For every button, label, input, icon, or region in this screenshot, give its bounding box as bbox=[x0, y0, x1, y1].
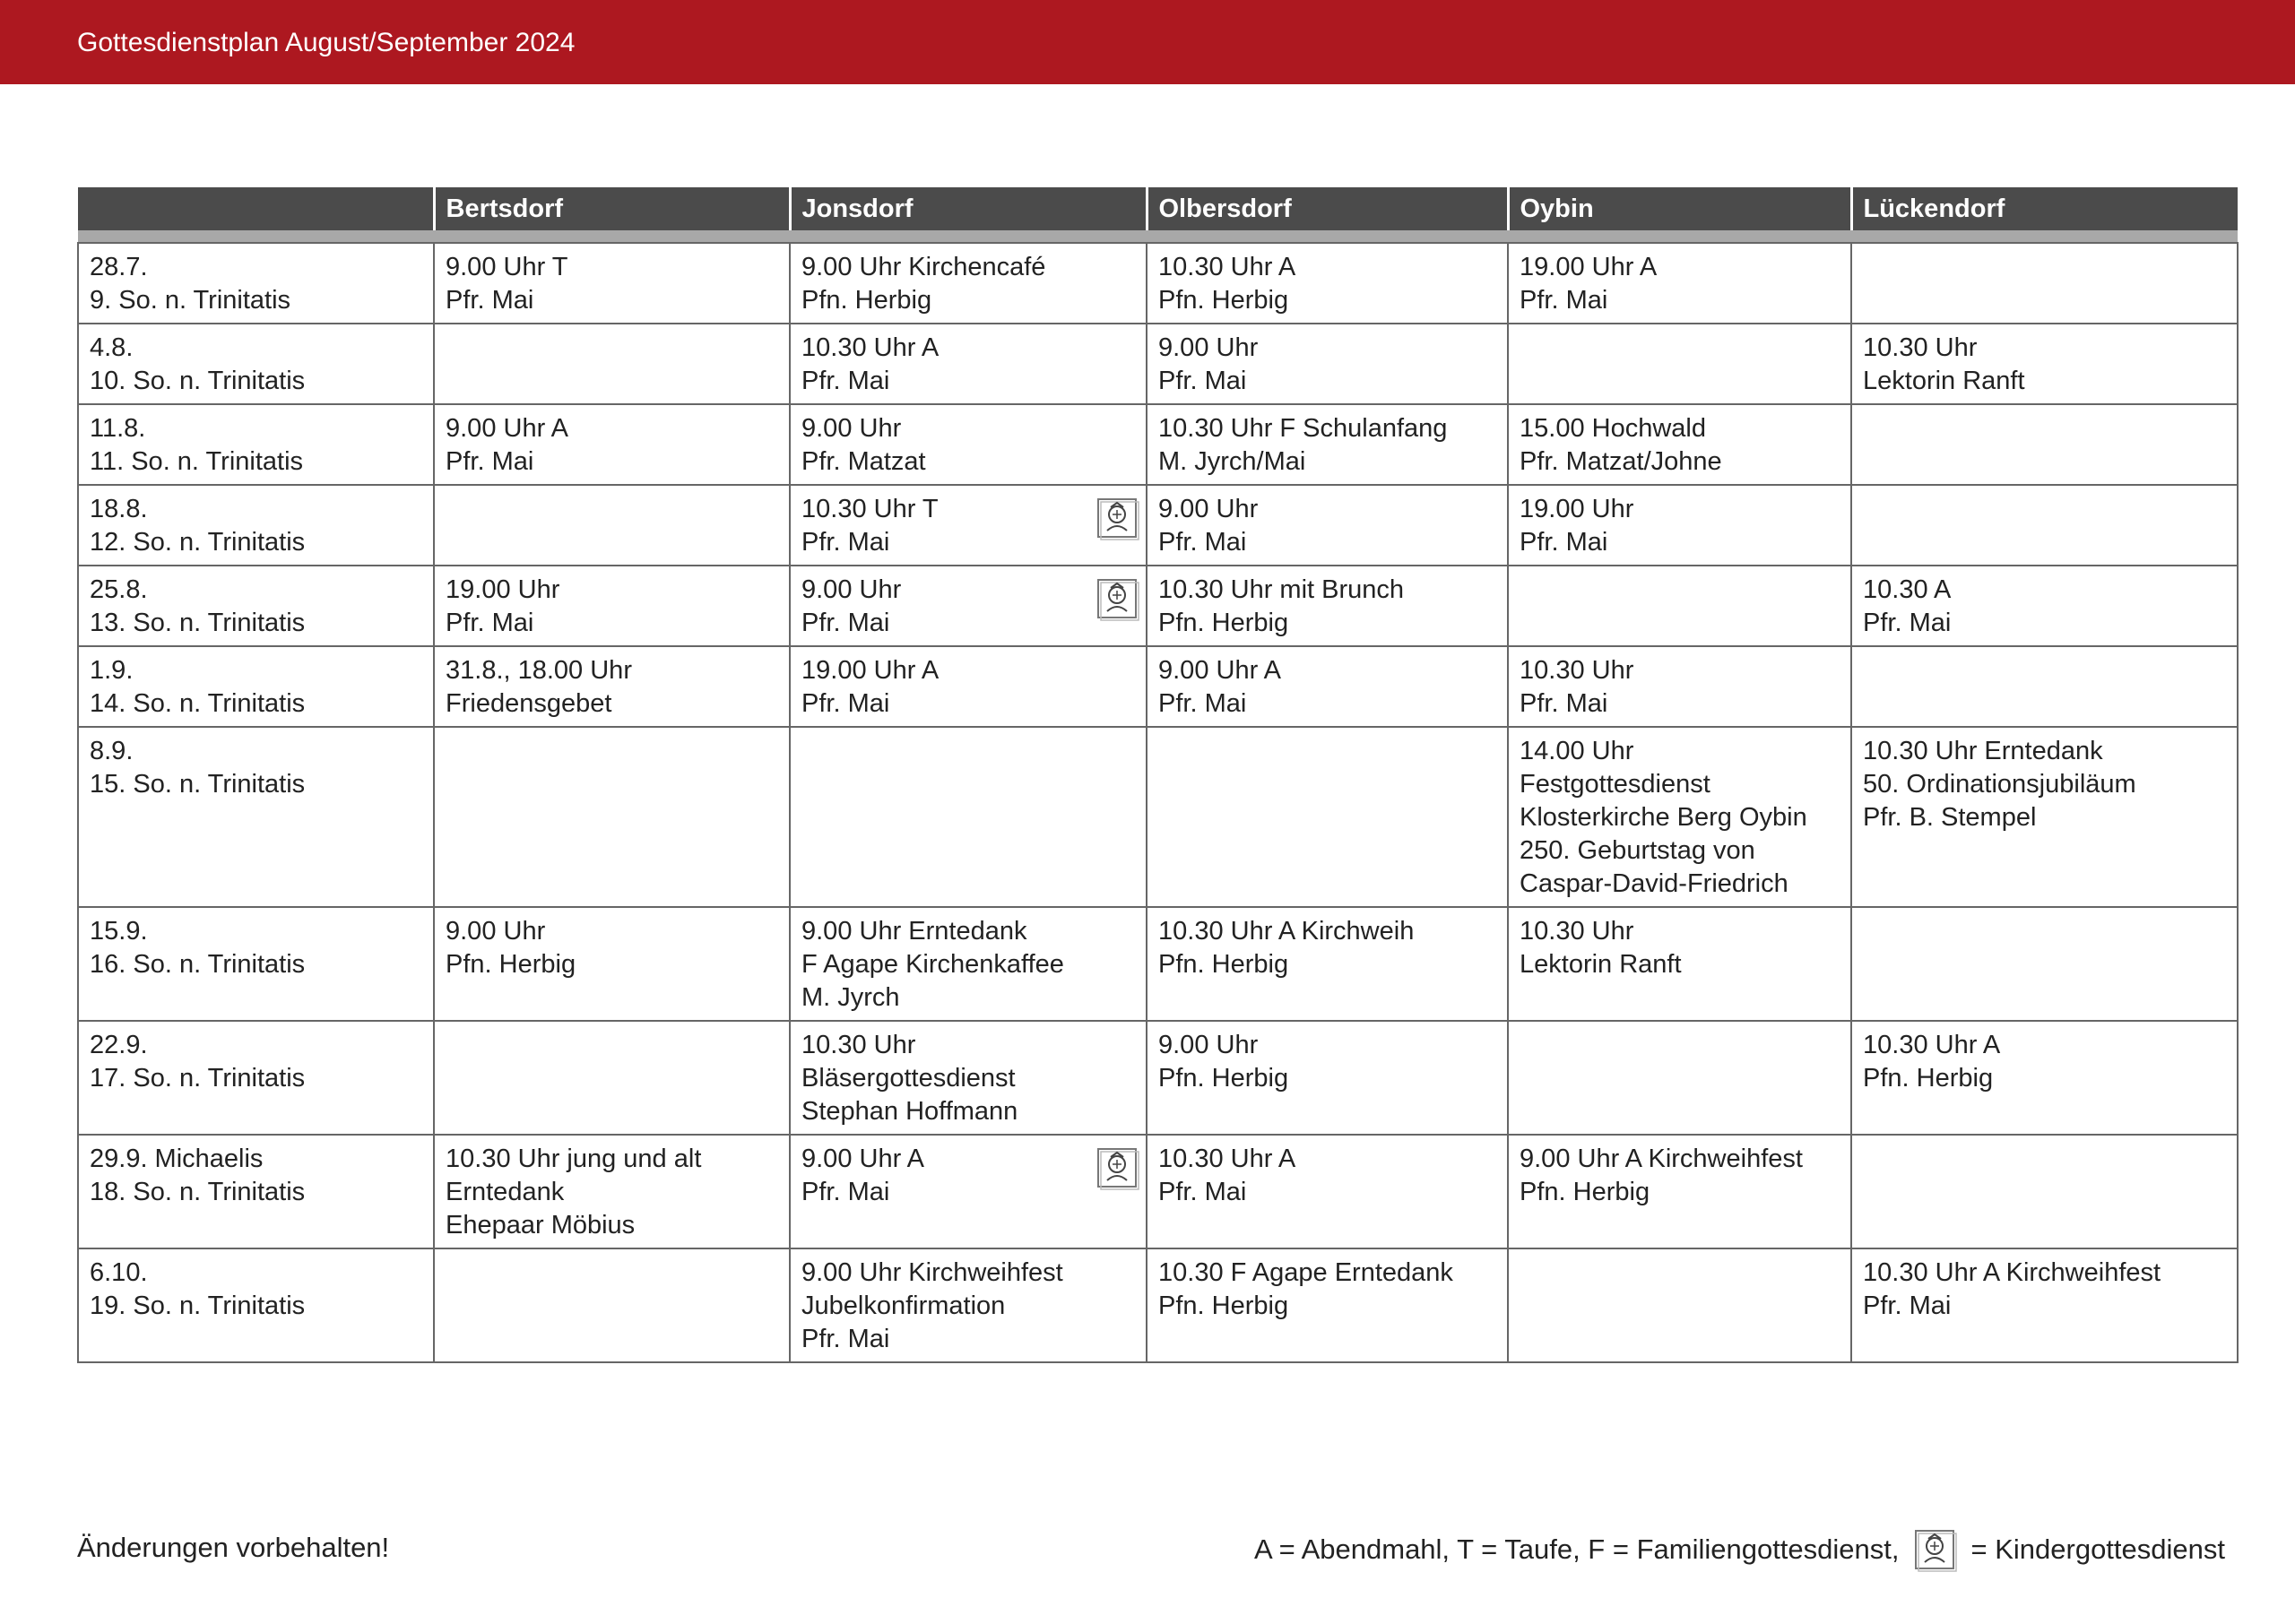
table-row bbox=[78, 1248, 2238, 1362]
legend-text: = Kindergottesdienst bbox=[1970, 1533, 2225, 1565]
service-line: Pfr. Mai bbox=[1520, 286, 1608, 315]
service-line: Jubelkonfirmation bbox=[801, 1291, 1006, 1320]
service-line: Pfn. Herbig bbox=[801, 286, 932, 315]
service-line: M. Jyrch bbox=[801, 983, 900, 1012]
service-cell bbox=[434, 907, 790, 1021]
date-line: 18. So. n. Trinitatis bbox=[90, 1178, 306, 1206]
service-line: 9.00 Uhr Kirchencafé bbox=[801, 253, 1046, 281]
date-cell bbox=[78, 324, 434, 404]
date-line: 15.9. bbox=[90, 917, 148, 946]
service-line: 50. Ordinationsjubiläum bbox=[1863, 770, 2136, 799]
service-schedule-table bbox=[77, 187, 2239, 1363]
table-row bbox=[78, 243, 2238, 324]
table-row bbox=[78, 646, 2238, 727]
column-header: Lückendorf bbox=[1851, 187, 2238, 230]
kindergottesdienst-icon bbox=[1095, 575, 1141, 622]
service-line: Lektorin Ranft bbox=[1520, 950, 1682, 979]
service-line: Pfn. Herbig bbox=[1158, 1291, 1289, 1320]
date-line: 15. So. n. Trinitatis bbox=[90, 770, 306, 799]
service-line: 10.30 Uhr bbox=[1520, 917, 1634, 946]
service-line: Bläsergottesdienst bbox=[801, 1064, 1016, 1093]
service-line: Pfr. B. Stempel bbox=[1863, 803, 2037, 832]
service-cell bbox=[1508, 1135, 1851, 1248]
service-line: 10.30 Uhr bbox=[1520, 656, 1634, 685]
service-line: 10.30 F Agape Erntedank bbox=[1158, 1258, 1453, 1287]
service-cell bbox=[790, 324, 1147, 404]
date-cell bbox=[78, 243, 434, 324]
service-line: Lektorin Ranft bbox=[1863, 367, 2025, 395]
date-cell bbox=[78, 907, 434, 1021]
service-line: 10.30 Uhr bbox=[1863, 333, 1978, 362]
service-line: Pfn. Herbig bbox=[446, 950, 576, 979]
service-cell bbox=[1147, 485, 1508, 566]
service-line: 31.8., 18.00 Uhr bbox=[446, 656, 632, 685]
service-cell bbox=[1851, 907, 2238, 1021]
column-header: Jonsdorf bbox=[790, 187, 1147, 230]
service-line: 9.00 Uhr bbox=[446, 917, 546, 946]
service-line: 19.00 Uhr bbox=[1520, 495, 1634, 523]
service-line: 10.30 Uhr jung und alt bbox=[446, 1145, 702, 1173]
table-row bbox=[78, 404, 2238, 485]
service-line: Pfn. Herbig bbox=[1158, 950, 1289, 979]
service-line: 10.30 Uhr F Schulanfang bbox=[1158, 414, 1448, 443]
service-line: 10.30 Uhr bbox=[801, 1031, 916, 1059]
service-line: 10.30 Uhr T bbox=[801, 495, 939, 523]
date-line: 4.8. bbox=[90, 333, 134, 362]
service-line: 10.30 A bbox=[1863, 575, 1952, 604]
table-row bbox=[78, 566, 2238, 646]
kindergottesdienst-icon bbox=[1912, 1526, 1959, 1573]
service-cell bbox=[1147, 646, 1508, 727]
date-line: 11. So. n. Trinitatis bbox=[90, 447, 304, 476]
service-cell bbox=[790, 1248, 1147, 1362]
date-line: 14. So. n. Trinitatis bbox=[90, 689, 306, 718]
date-cell bbox=[78, 404, 434, 485]
service-line: 19.00 Uhr A bbox=[1520, 253, 1658, 281]
service-cell bbox=[1508, 727, 1851, 907]
service-line: Caspar-David-Friedrich bbox=[1520, 869, 1788, 898]
service-line: Stephan Hoffmann bbox=[801, 1097, 1018, 1126]
service-cell bbox=[434, 404, 790, 485]
service-line: Pfr. Mai bbox=[446, 447, 534, 476]
service-line: Pfr. Mai bbox=[1158, 367, 1247, 395]
service-cell bbox=[1851, 566, 2238, 646]
service-cell bbox=[790, 566, 1147, 646]
service-line: Pfr. Mai bbox=[801, 1325, 890, 1353]
service-cell bbox=[1147, 243, 1508, 324]
service-line: 9.00 Uhr A Kirchweihfest bbox=[1520, 1145, 1803, 1173]
service-cell bbox=[434, 485, 790, 566]
service-cell bbox=[1508, 1248, 1851, 1362]
date-line: 25.8. bbox=[90, 575, 148, 604]
service-line: 9.00 Uhr T bbox=[446, 253, 568, 281]
service-line: 14.00 Uhr bbox=[1520, 737, 1634, 765]
table-header-row bbox=[78, 187, 2238, 230]
service-line: Pfr. Mai bbox=[1863, 609, 1952, 637]
date-cell bbox=[78, 1135, 434, 1248]
service-line: Pfn. Herbig bbox=[1158, 1064, 1289, 1093]
date-line: 6.10. bbox=[90, 1258, 148, 1287]
service-line: 9.00 Uhr bbox=[1158, 333, 1259, 362]
service-line: 10.30 Uhr A Kirchweih bbox=[1158, 917, 1415, 946]
service-cell bbox=[1508, 646, 1851, 727]
service-line: 10.30 Uhr A bbox=[801, 333, 940, 362]
service-cell bbox=[1851, 1021, 2238, 1135]
service-cell bbox=[1508, 1021, 1851, 1135]
table-row bbox=[78, 907, 2238, 1021]
date-line: 16. So. n. Trinitatis bbox=[90, 950, 306, 979]
service-line: 10.30 Uhr Erntedank bbox=[1863, 737, 2103, 765]
column-header bbox=[78, 187, 434, 230]
service-line: Pfr. Mai bbox=[1863, 1291, 1952, 1320]
service-line: Pfr. Mai bbox=[801, 689, 890, 718]
date-line: 28.7. bbox=[90, 253, 148, 281]
service-cell bbox=[790, 485, 1147, 566]
kindergottesdienst-icon bbox=[1095, 1145, 1141, 1191]
service-line: Erntedank bbox=[446, 1178, 565, 1206]
service-cell bbox=[434, 1135, 790, 1248]
service-cell bbox=[790, 243, 1147, 324]
service-cell bbox=[1508, 907, 1851, 1021]
table-row bbox=[78, 727, 2238, 907]
date-line: 10. So. n. Trinitatis bbox=[90, 367, 306, 395]
header-bar bbox=[0, 0, 2295, 84]
service-line: 10.30 Uhr A Kirchweihfest bbox=[1863, 1258, 2161, 1287]
table-row bbox=[78, 324, 2238, 404]
service-cell bbox=[1508, 243, 1851, 324]
date-cell bbox=[78, 485, 434, 566]
service-line: 19.00 Uhr bbox=[446, 575, 560, 604]
date-line: 22.9. bbox=[90, 1031, 148, 1059]
column-header: Bertsdorf bbox=[434, 187, 790, 230]
service-cell bbox=[790, 727, 1147, 907]
kindergottesdienst-icon bbox=[1095, 495, 1141, 541]
service-cell bbox=[1508, 404, 1851, 485]
service-line: 10.30 Uhr mit Brunch bbox=[1158, 575, 1405, 604]
service-line: Pfn. Herbig bbox=[1158, 609, 1289, 637]
service-line: Festgottesdienst bbox=[1520, 770, 1710, 799]
service-cell bbox=[790, 646, 1147, 727]
service-line: Pfr. Matzat/Johne bbox=[1520, 447, 1722, 476]
service-line: Pfr. Mai bbox=[1520, 689, 1608, 718]
date-cell bbox=[78, 1248, 434, 1362]
service-cell bbox=[790, 1021, 1147, 1135]
date-cell bbox=[78, 1021, 434, 1135]
service-line: 19.00 Uhr A bbox=[801, 656, 940, 685]
service-cell bbox=[1147, 1248, 1508, 1362]
service-cell bbox=[1851, 485, 2238, 566]
service-line: F Agape Kirchenkaffee bbox=[801, 950, 1064, 979]
service-cell bbox=[1851, 404, 2238, 485]
service-line: Pfn. Herbig bbox=[1520, 1178, 1650, 1206]
service-line: M. Jyrch/Mai bbox=[1158, 447, 1306, 476]
service-line: 9.00 Uhr bbox=[1158, 495, 1259, 523]
service-cell bbox=[1147, 1021, 1508, 1135]
service-cell bbox=[434, 324, 790, 404]
service-line: Pfr. Mai bbox=[1158, 528, 1247, 557]
service-cell bbox=[1508, 485, 1851, 566]
service-cell bbox=[1851, 324, 2238, 404]
date-line: 19. So. n. Trinitatis bbox=[90, 1291, 306, 1320]
service-cell bbox=[1147, 566, 1508, 646]
service-cell bbox=[790, 1135, 1147, 1248]
date-line: 29.9. Michaelis bbox=[90, 1145, 264, 1173]
service-cell bbox=[434, 1021, 790, 1135]
service-line: Pfn. Herbig bbox=[1863, 1064, 1994, 1093]
header-separator bbox=[78, 230, 2238, 243]
service-line: Pfr. Mai bbox=[801, 367, 890, 395]
service-line: Pfr. Mai bbox=[1158, 1178, 1247, 1206]
service-line: 10.30 Uhr A bbox=[1158, 1145, 1296, 1173]
service-cell bbox=[434, 646, 790, 727]
changes-note: Änderungen vorbehalten! bbox=[77, 1532, 390, 1563]
legend bbox=[1254, 1526, 2225, 1573]
service-cell bbox=[1508, 566, 1851, 646]
date-line: 18.8. bbox=[90, 495, 148, 523]
service-line: 9.00 Uhr bbox=[1158, 1031, 1259, 1059]
service-line: Friedensgebet bbox=[446, 689, 612, 718]
service-cell bbox=[434, 243, 790, 324]
date-line: 13. So. n. Trinitatis bbox=[90, 609, 306, 637]
service-line: 9.00 Uhr A bbox=[801, 1145, 925, 1173]
service-line: Pfr. Mai bbox=[1520, 528, 1608, 557]
service-cell bbox=[434, 566, 790, 646]
date-line: 1.9. bbox=[90, 656, 134, 685]
service-line: 9.00 Uhr bbox=[801, 414, 902, 443]
service-line: 10.30 Uhr A bbox=[1158, 253, 1296, 281]
service-line: Pfr. Matzat bbox=[801, 447, 926, 476]
service-line: 250. Geburtstag von bbox=[1520, 836, 1755, 865]
service-line: 15.00 Hochwald bbox=[1520, 414, 1706, 443]
service-line: Pfr. Mai bbox=[1158, 689, 1247, 718]
service-cell bbox=[1508, 324, 1851, 404]
service-line: Pfr. Mai bbox=[801, 609, 890, 637]
service-line: 10.30 Uhr A bbox=[1863, 1031, 2001, 1059]
service-line: Pfr. Mai bbox=[801, 528, 890, 557]
service-cell bbox=[1147, 324, 1508, 404]
service-cell bbox=[1147, 727, 1508, 907]
service-cell bbox=[1147, 907, 1508, 1021]
service-line: Pfr. Mai bbox=[446, 286, 534, 315]
table-row bbox=[78, 1135, 2238, 1248]
service-cell bbox=[434, 1248, 790, 1362]
service-line: Ehepaar Möbius bbox=[446, 1211, 636, 1240]
date-cell bbox=[78, 727, 434, 907]
page-title: Gottesdienstplan August/September 2024 bbox=[77, 28, 576, 57]
service-cell bbox=[1147, 404, 1508, 485]
service-cell bbox=[1851, 1248, 2238, 1362]
service-line: Pfn. Herbig bbox=[1158, 286, 1289, 315]
table-row bbox=[78, 1021, 2238, 1135]
service-cell bbox=[1851, 727, 2238, 907]
service-line: 9.00 Uhr Kirchweihfest bbox=[801, 1258, 1063, 1287]
column-header: Olbersdorf bbox=[1147, 187, 1508, 230]
date-line: 17. So. n. Trinitatis bbox=[90, 1064, 306, 1093]
service-line: 9.00 Uhr bbox=[801, 575, 902, 604]
service-cell bbox=[1147, 1135, 1508, 1248]
table-row bbox=[78, 485, 2238, 566]
service-line: Pfr. Mai bbox=[801, 1178, 890, 1206]
date-line: 9. So. n. Trinitatis bbox=[90, 286, 291, 315]
column-header: Oybin bbox=[1508, 187, 1851, 230]
date-line: 12. So. n. Trinitatis bbox=[90, 528, 306, 557]
date-line: 11.8. bbox=[90, 414, 146, 443]
service-cell bbox=[434, 727, 790, 907]
service-line: Klosterkirche Berg Oybin bbox=[1520, 803, 1807, 832]
date-cell bbox=[78, 646, 434, 727]
service-cell bbox=[1851, 243, 2238, 324]
legend-text: A = Abendmahl, T = Taufe, F = Familiengottesdienst, bbox=[1254, 1533, 1900, 1565]
date-line: 8.9. bbox=[90, 737, 134, 765]
service-line: 9.00 Uhr A bbox=[1158, 656, 1282, 685]
date-cell bbox=[78, 566, 434, 646]
service-cell bbox=[790, 404, 1147, 485]
service-line: Pfr. Mai bbox=[446, 609, 534, 637]
service-line: 9.00 Uhr A bbox=[446, 414, 569, 443]
service-cell bbox=[790, 907, 1147, 1021]
service-cell bbox=[1851, 646, 2238, 727]
service-line: 9.00 Uhr Erntedank bbox=[801, 917, 1027, 946]
service-cell bbox=[1851, 1135, 2238, 1248]
